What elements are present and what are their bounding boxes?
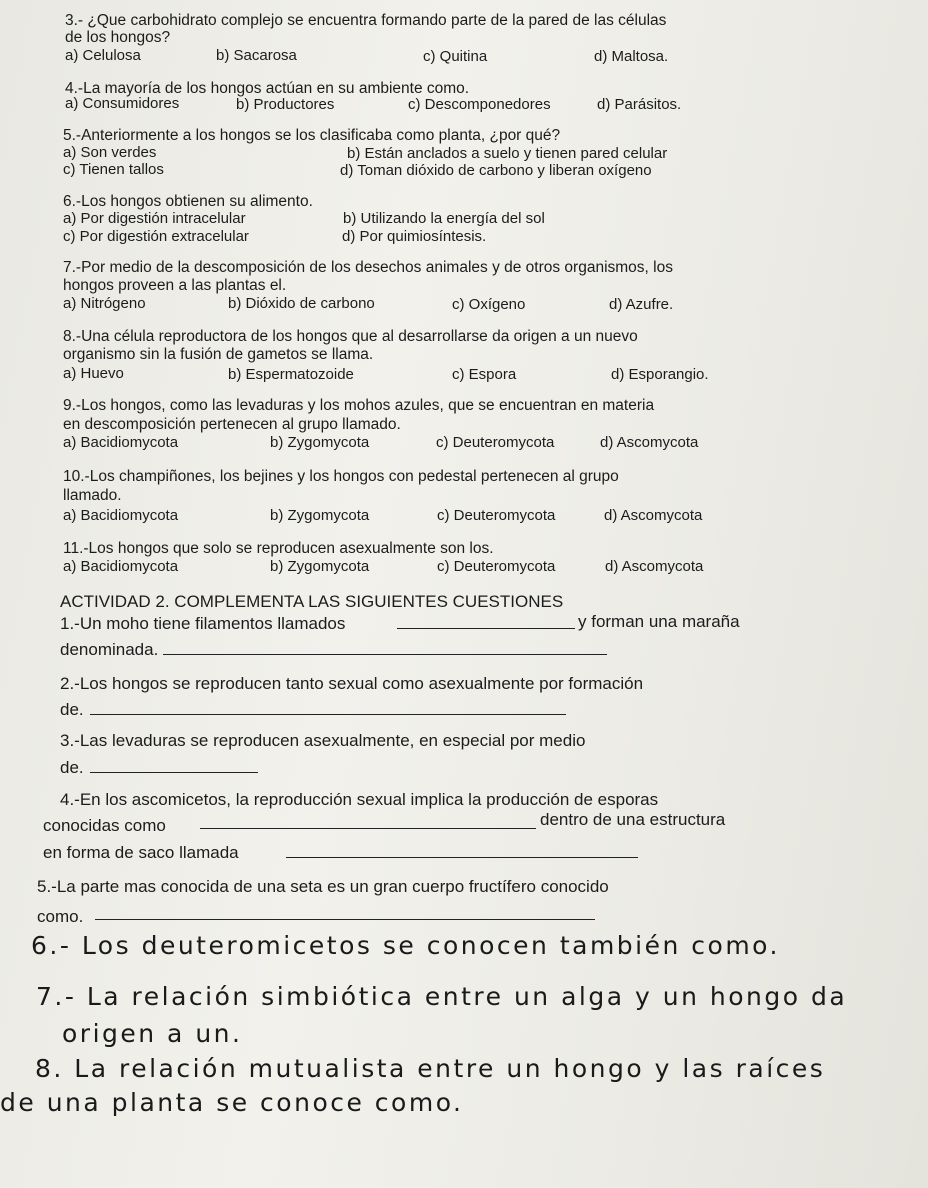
question-10-text: 10.-Los champiñones, los bejines y los hongos con pedestal pertenecen al grupo [63,468,619,485]
q10-option-b: b) Zygomycota [270,507,370,524]
activity-item-4-text-cont: conocidas como [43,816,166,835]
q8-option-d: d) Esporangio. [611,366,709,383]
question-8-text: 8.-Una célula reproductora de los hongos que al desarrollarse da origen a un nuevo [63,328,638,345]
question-3-text: 3.- ¿Que carbohidrato complejo se encuentra formando parte de la pared de las células [65,12,667,29]
activity-item-1-blank-2 [163,640,607,659]
q10-option-a: a) Bacidiomycota [63,507,179,524]
activity-item-4-text-end: en forma de saco llamada [43,843,239,862]
q8-option-c: c) Espora [452,366,517,383]
q6-option-c: c) Por digestión extracelular [63,228,249,245]
question-9-text-cont: en descomposición pertenecen al grupo llamado. [63,416,401,433]
handwritten-item-8-cont: de una planta se conoce como. [0,1088,464,1117]
q3-option-a: a) Celulosa [65,47,141,64]
activity-item-4-blank-2 [286,843,638,862]
question-4-text: 4.-La mayoría de los hongos actúan en su ambiente como. [65,80,470,97]
q10-option-d: d) Ascomycota [604,507,703,524]
activity-item-3-text-end: de. [60,758,84,777]
question-7-text-cont: hongos proveen a las plantas el. [63,277,287,294]
activity-item-2-blank [90,700,566,719]
activity-item-5-text-end: como. [37,907,84,926]
activity-item-3-text: 3.-Las levaduras se reproducen asexualmente, en especial por medio [60,731,586,750]
q8-option-b: b) Espermatozoide [228,366,354,383]
question-10-text-cont: llamado. [63,487,122,504]
q7-option-a: a) Nitrógeno [63,295,146,312]
q6-option-b: b) Utilizando la energía del sol [343,210,545,227]
q9-option-a: a) Bacidiomycota [63,434,179,451]
question-5-text: 5.-Anteriormente a los hongos se los clasificaba como planta, ¿por qué? [63,127,561,144]
handwritten-item-8: 8. La relación mutualista entre un hongo y las raíces [35,1054,826,1083]
handwritten-item-7: 7.- La relación simbiótica entre un alga y un hongo da [36,982,848,1011]
q3-option-b: b) Sacarosa [216,47,297,64]
q7-option-c: c) Oxígeno [452,296,526,313]
question-11-text: 11.-Los hongos que solo se reproducen asexualmente son los. [63,540,494,557]
activity-item-4-text: 4.-En los ascomicetos, la reproducción sexual implica la producción de esporas [60,790,659,809]
activity-item-1-blank [397,614,575,633]
q5-option-a: a) Son verdes [63,144,157,161]
activity-item-2-text: 2.-Los hongos se reproducen tanto sexual como asexualmente por formación [60,674,644,693]
q5-option-c: c) Tienen tallos [63,161,164,178]
q10-option-c: c) Deuteromycota [437,507,556,524]
q9-option-d: d) Ascomycota [600,434,699,451]
handwritten-item-7-cont: origen a un. [62,1019,243,1048]
activity-item-1-text-cont: y forman una maraña [578,612,740,631]
activity-item-1-text-end: denominada. [60,640,159,659]
q6-option-a: a) Por digestión intracelular [63,210,246,227]
q3-option-d: d) Maltosa. [594,48,669,65]
q3-option-c: c) Quitina [423,48,488,65]
q9-option-b: b) Zygomycota [270,434,370,451]
q8-option-a: a) Huevo [63,365,124,382]
q11-option-c: c) Deuteromycota [437,558,556,575]
question-3-text-cont: de los hongos? [65,29,171,46]
activity-item-3-blank [90,758,258,777]
q7-option-d: d) Azufre. [609,296,674,313]
q5-option-d: d) Toman dióxido de carbono y liberan oxígeno [340,162,652,179]
q7-option-b: b) Dióxido de carbono [228,295,375,312]
q4-option-d: d) Parásitos. [597,96,682,113]
activity-item-2-text-end: de. [60,700,84,719]
q9-option-c: c) Deuteromycota [436,434,555,451]
question-6-text: 6.-Los hongos obtienen su alimento. [63,193,313,210]
q6-option-d: d) Por quimiosíntesis. [342,228,487,245]
handwritten-item-6: 6.- Los deuteromicetos se conocen también como. [31,931,780,960]
q11-option-b: b) Zygomycota [270,558,370,575]
question-7-text: 7.-Por medio de la descomposición de los desechos animales y de otros organismos, los [63,259,673,276]
activity-item-5-blank [95,905,595,924]
q11-option-d: d) Ascomycota [605,558,704,575]
q4-option-c: c) Descomponedores [408,96,551,113]
q4-option-a: a) Consumidores [65,95,180,112]
question-9-text: 9.-Los hongos, como las levaduras y los mohos azules, que se encuentran en materia [63,397,655,414]
activity-item-4-blank [200,814,536,833]
q11-option-a: a) Bacidiomycota [63,558,179,575]
activity-title: ACTIVIDAD 2. COMPLEMENTA LAS SIGUIENTES CUESTIONES [60,592,564,611]
question-8-text-cont: organismo sin la fusión de gametos se llama. [63,346,374,363]
activity-item-4-text-cont-2: dentro de una estructura [540,810,726,829]
q5-option-b: b) Están anclados a suelo y tienen pared celular [347,145,668,162]
activity-item-5-text: 5.-La parte mas conocida de una seta es un gran cuerpo fructífero conocido [37,877,609,896]
activity-item-1-text: 1.-Un moho tiene filamentos llamados [60,614,346,633]
q4-option-b: b) Productores [236,96,335,113]
